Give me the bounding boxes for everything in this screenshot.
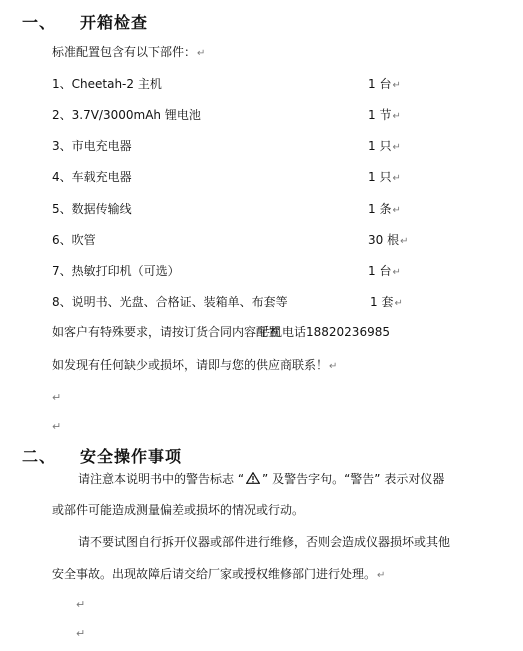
section-1-title: 开箱检查	[80, 13, 149, 32]
paragraph-mark-icon: ↵	[377, 570, 386, 581]
list-item-qty: 1 只↵	[368, 170, 401, 184]
paragraph-mark-icon: ↵	[392, 205, 401, 216]
paragraph-mark-icon: ↵	[394, 298, 403, 309]
special-request-text: 如客户有特殊要求，请按订货合同内容配置	[52, 325, 281, 339]
paragraph-mark-icon: ↵	[392, 111, 401, 122]
paragraph-mark-icon: ↵	[400, 236, 409, 247]
list-item-qty: 1 套↵	[370, 295, 403, 309]
paragraph-mark-icon: ↵	[52, 420, 62, 433]
intro-text: 标准配置包含有以下部件：↵	[52, 45, 206, 59]
paragraph-mark-icon: ↵	[76, 598, 86, 611]
list-item-label: 2、3.7V/3000mAh 锂电池	[52, 108, 201, 122]
list-item-label: 7、热敏打印机（可选）	[52, 264, 180, 278]
list-item-qty: 1 节↵	[368, 108, 401, 122]
section-2-title: 安全操作事项	[80, 447, 183, 466]
list-item-label: 1、Cheetah-2 主机	[52, 77, 162, 91]
paragraph-mark-icon: ↵	[392, 80, 401, 91]
list-item-qty: 1 台↵	[368, 77, 401, 91]
list-item-qty: 1 台↵	[368, 264, 401, 278]
list-item-label: 5、数据传输线	[52, 202, 132, 216]
list-item-label: 8、说明书、光盘、合格证、装箱单、布套等	[52, 295, 288, 309]
paragraph-mark-icon: ↵	[197, 48, 206, 59]
list-item-qty: 1 条↵	[368, 202, 401, 216]
section-2-number: 二、	[22, 447, 57, 466]
paragraph-mark-icon: ↵	[392, 142, 401, 153]
paragraph-mark-icon: ↵	[392, 267, 401, 278]
paragraph-mark-icon: ↵	[329, 361, 338, 372]
list-item-label: 3、市电充电器	[52, 139, 132, 153]
section-1-number: 一、	[22, 13, 57, 32]
warning-triangle-icon	[246, 472, 260, 484]
list-item-label: 4、车载充电器	[52, 170, 132, 184]
missing-parts-note: 如发现有任何缺少或损坏，请即与您的供应商联系！↵	[52, 358, 338, 372]
phone-number-overlay: 手机电话18820236985	[258, 325, 390, 339]
repair-paragraph-line-2: 安全事故。出现故障后请交给厂家或授权维修部门进行处理。↵	[52, 567, 386, 581]
list-item-qty: 1 只↵	[368, 139, 401, 153]
list-item-qty: 30 根↵	[368, 233, 409, 247]
list-item-label: 6、吹管	[52, 233, 96, 247]
paragraph-mark-icon: ↵	[76, 627, 86, 640]
warning-paragraph-line-1: 请注意本说明书中的警告标志 “ ” 及警告字句。“警告” 表示对仪器	[78, 472, 445, 486]
warning-paragraph-line-2: 或部件可能造成测量偏差或损坏的情况或行动。	[52, 503, 305, 517]
paragraph-mark-icon: ↵	[52, 391, 62, 404]
repair-paragraph-line-1: 请不要试图自行拆开仪器或部件进行维修，否则会造成仪器损坏或其他	[78, 535, 451, 549]
paragraph-mark-icon: ↵	[392, 173, 401, 184]
